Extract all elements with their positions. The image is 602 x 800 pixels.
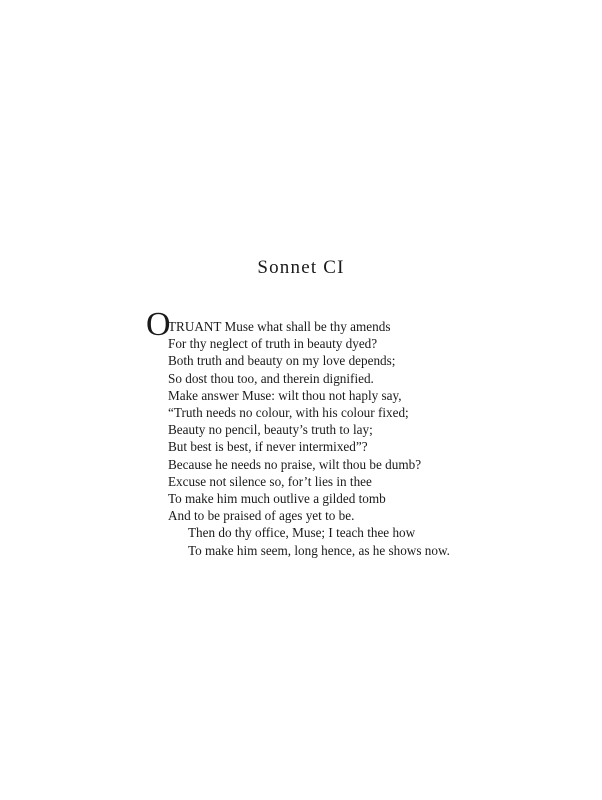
poem-line: For thy neglect of truth in beauty dyed? [168,336,378,352]
poem-line: Both truth and beauty on my love depends; [168,353,396,369]
poem-line: Because he needs no praise, wilt thou be dumb? [168,456,422,472]
poem-line: “Truth needs no colour, with his colour fixed; [168,405,409,421]
poem-line: But best is best, if never intermixed”? [168,439,368,455]
drop-cap: O [146,306,171,343]
poem-line: So dost thou too, and therein dignified. [168,370,374,386]
poem-line: And to be praised of ages yet to be. [168,508,355,524]
poem-line: TRUANT Muse what shall be thy amends [168,319,391,334]
couplet-line: To make him seem, long hence, as he shows now. [188,542,450,558]
poem-title: Sonnet CI [257,257,345,278]
poem-line: Make answer Muse: wilt thou not haply say, [168,387,402,403]
poem-line: Beauty no pencil, beauty’s truth to lay; [168,422,373,438]
poem-lines [168,318,450,559]
poem-line: To make him much outlive a gilded tomb [168,491,386,507]
poem-line: Excuse not silence so, for’t lies in thee [168,473,372,489]
couplet-line: Then do thy office, Muse; I teach thee how [188,525,416,541]
